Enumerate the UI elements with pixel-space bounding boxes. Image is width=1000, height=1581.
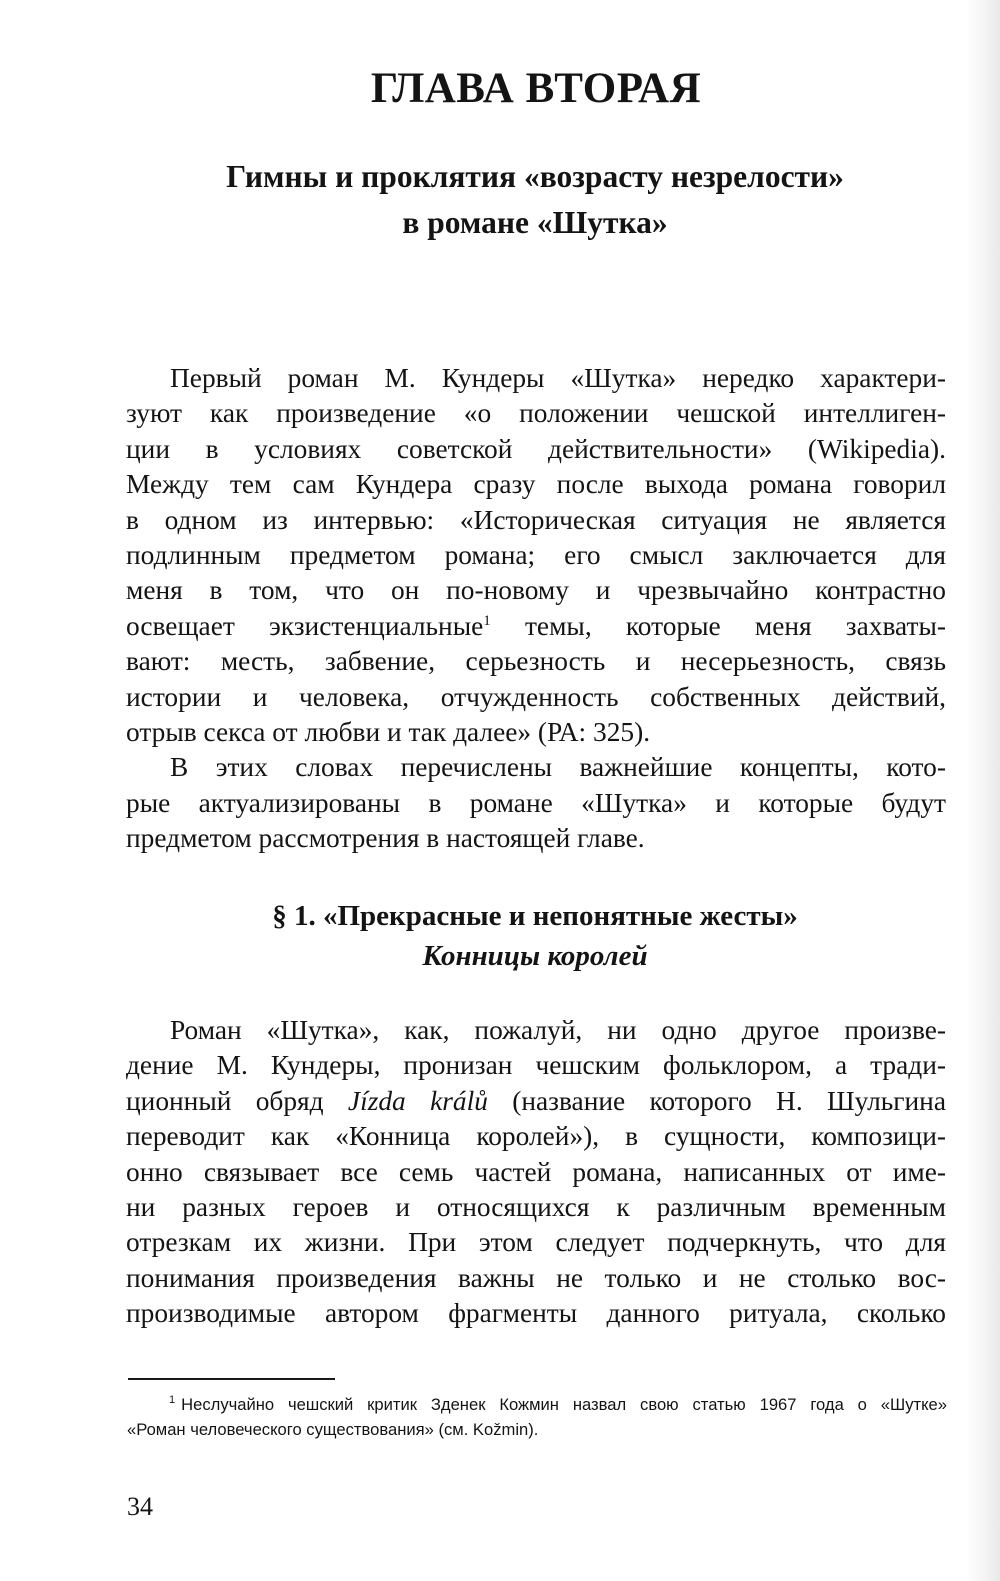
footnote-text: Неслучайно чешский критик Зденек Кожмин назвал свою статью 1967 года о «Шутке» bbox=[181, 1395, 947, 1414]
chapter-subtitle-line-1: Гимны и проклятия «возрасту незрелости» bbox=[226, 159, 844, 194]
paragraph-line: В этих словах перечислены важнейшие концепты, кото- bbox=[170, 752, 946, 783]
line-text-tail: темы, которые меня захваты- bbox=[490, 610, 946, 641]
paragraph-line: зуют как произведение «о положении чешской интеллиген- bbox=[126, 398, 946, 429]
paragraph-line: понимания произведения важны не только и не столько вос- bbox=[126, 1262, 946, 1293]
paragraph-line: Первый роман М. Кундеры «Шутка» нередко характери- bbox=[170, 363, 946, 393]
paragraph-line: предметом рассмотрения в настоящей главе. bbox=[126, 823, 645, 854]
chapter-subtitle bbox=[125, 154, 945, 246]
paragraph-line: отрыв секса от любви и так далее» (РА: 325). bbox=[126, 717, 651, 748]
footnote-line bbox=[127, 1392, 947, 1417]
line-text: освещает экзистенциальные bbox=[126, 610, 484, 641]
paragraph-line: рые актуализированы в романе «Шутка» и которые будут bbox=[126, 787, 946, 818]
paragraph-line: ни разных героев и относящихся к различным временным bbox=[126, 1192, 946, 1223]
footnote-reference[interactable]: 1 bbox=[483, 612, 491, 629]
line-text-tail: (название которого Н. Шульгина bbox=[487, 1085, 946, 1116]
paragraph-line-with-italic bbox=[126, 1084, 946, 1119]
page-edge-shadow bbox=[966, 0, 1000, 1581]
paragraph-line: подлинным предметом романа; его смысл заключается для bbox=[126, 540, 946, 571]
paragraph-line: вают: месть, забвение, серьезность и несерьезность, связь bbox=[126, 646, 946, 677]
italic-term: Jízda králů bbox=[347, 1085, 488, 1116]
footnote-divider bbox=[128, 1378, 335, 1380]
paragraph-line: производимые автором фрагменты данного ритуала, сколько bbox=[126, 1298, 946, 1329]
paragraph-line: отрезкам их жизни. При этом следует подчеркнуть, что для bbox=[126, 1227, 946, 1258]
page-number: 34 bbox=[127, 1492, 153, 1521]
footnote bbox=[127, 1392, 947, 1442]
paragraph-line: онно связывает все семь частей романа, написанных от име- bbox=[126, 1156, 946, 1187]
section-title: § 1. «Прекрасные и непонятные жесты» bbox=[272, 900, 798, 932]
line-text: ционный обряд bbox=[126, 1085, 348, 1116]
section-subtitle: Конницы королей bbox=[422, 940, 648, 972]
paragraph-line: Между тем сам Кундера сразу после выхода романа говорил bbox=[126, 469, 946, 500]
section-text bbox=[126, 1013, 946, 1332]
footnote-marker: 1 bbox=[169, 1394, 176, 1407]
paragraph-line: Роман «Шутка», как, пожалуй, ни одно другое произве- bbox=[170, 1015, 946, 1045]
paragraph-line: дение М. Кундеры, пронизан чешским фольклором, а тради- bbox=[126, 1050, 946, 1081]
footnote-line: «Роман человеческого существования» (см. Kožmin). bbox=[127, 1420, 539, 1439]
paragraph-line: ции в условиях советской действительности» (Wikipedia). bbox=[126, 433, 946, 464]
chapter-title: ГЛАВА ВТОРАЯ bbox=[370, 65, 702, 112]
paragraph-line: в одном из интервью: «Историческая ситуация не является bbox=[126, 504, 946, 535]
chapter-subtitle-line-2: в романе «Шутка» bbox=[402, 205, 668, 240]
section-heading bbox=[125, 896, 945, 976]
intro-text bbox=[126, 361, 946, 857]
paragraph-line-with-footnote bbox=[126, 609, 946, 644]
paragraph-line: меня в том, что он по-новому и чрезвычайно контрастно bbox=[126, 575, 946, 606]
paragraph-line: переводит как «Конница королей»), в сущности, композици- bbox=[126, 1121, 946, 1152]
paragraph-line: истории и человека, отчужденность собственных действий, bbox=[126, 681, 946, 712]
